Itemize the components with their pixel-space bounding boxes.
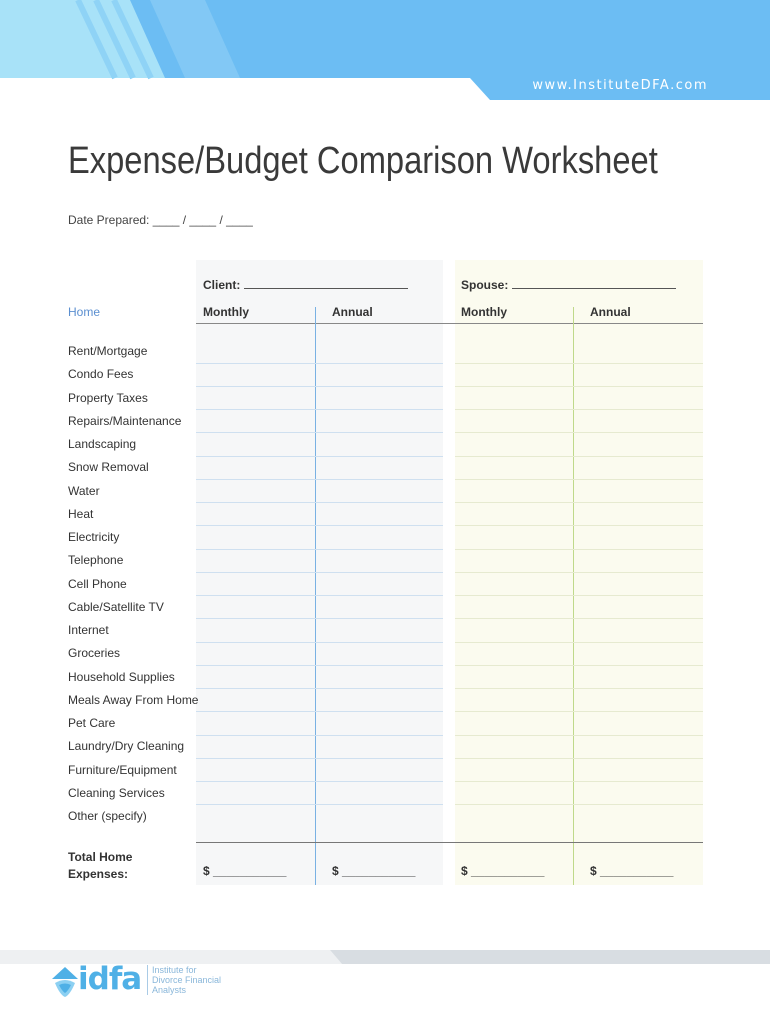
total-spouse-annual[interactable]: $ ___________ — [590, 864, 674, 878]
spouse-row-line[interactable] — [455, 642, 703, 643]
spouse-row-line[interactable] — [455, 432, 703, 433]
spouse-row-line[interactable] — [455, 595, 703, 596]
spouse-name-blank[interactable] — [512, 277, 676, 289]
site-url[interactable]: www.InstituteDFA.com — [532, 78, 708, 93]
spouse-column-divider — [573, 307, 574, 885]
client-row-line[interactable] — [196, 502, 443, 503]
expense-row-label: Snow Removal — [68, 460, 149, 475]
spouse-label: Spouse: — [461, 278, 509, 292]
client-annual-header: Annual — [332, 305, 373, 319]
client-row-line[interactable] — [196, 758, 443, 759]
header-rule — [196, 323, 703, 324]
client-row-line[interactable] — [196, 549, 443, 550]
spouse-row-line[interactable] — [455, 618, 703, 619]
logo-wordmark: idfa — [78, 961, 142, 997]
logo-tagline-line2: Divorce Financial — [152, 975, 222, 985]
expense-row-label: Pet Care — [68, 716, 116, 730]
client-row-line[interactable] — [196, 409, 443, 410]
section-label-home: Home — [68, 305, 101, 319]
spouse-row-line[interactable] — [455, 549, 703, 550]
client-row-line[interactable] — [196, 804, 443, 805]
expense-row-label: Meals Away From Home — [68, 692, 199, 707]
spouse-row-line[interactable] — [455, 758, 703, 759]
client-name-blank[interactable] — [244, 277, 408, 289]
expense-row-label: Condo Fees — [68, 367, 134, 382]
client-row-line[interactable] — [196, 618, 443, 619]
total-client-annual[interactable]: $ ___________ — [332, 864, 416, 878]
spouse-name-field[interactable] — [461, 277, 676, 292]
spouse-row-line[interactable] — [455, 804, 703, 805]
spouse-row-line[interactable] — [455, 525, 703, 526]
expense-row-label: Other (specify) — [68, 809, 147, 823]
spouse-annual-header: Annual — [590, 305, 631, 319]
total-label-line2: Expenses: — [68, 867, 129, 881]
client-row-line[interactable] — [196, 642, 443, 643]
client-row-line[interactable] — [196, 735, 443, 736]
expense-row-label: Groceries — [68, 646, 121, 661]
expense-row-label: Water — [68, 483, 100, 498]
expense-row-label: Cable/Satellite TV — [68, 599, 164, 614]
spouse-row-line[interactable] — [455, 386, 703, 387]
expense-row-label: Landscaping — [68, 437, 137, 451]
client-row-line[interactable] — [196, 688, 443, 689]
client-row-line[interactable] — [196, 595, 443, 596]
total-rule — [196, 842, 703, 843]
spouse-row-line[interactable] — [455, 502, 703, 503]
logo-tagline-line3: Analysts — [152, 985, 187, 995]
spouse-row-line[interactable] — [455, 665, 703, 666]
expense-row-label: Telephone — [68, 553, 124, 568]
expense-row-label: Rent/Mortgage — [68, 344, 148, 358]
client-row-line[interactable] — [196, 363, 443, 364]
expense-row-label: Repairs/Maintenance — [68, 413, 182, 428]
expense-row-label: Furniture/Equipment — [68, 762, 177, 777]
page-title: Expense/Budget Comparison Worksheet — [68, 140, 658, 182]
date-prepared-field: Date Prepared: ____ / ____ / ____ — [68, 213, 253, 227]
total-client-monthly[interactable]: $ ___________ — [203, 864, 287, 878]
expense-row-label: Electricity — [68, 530, 120, 544]
client-column-divider — [315, 307, 316, 885]
client-row-line[interactable] — [196, 432, 443, 433]
client-name-field[interactable] — [203, 277, 408, 292]
expense-row-label: Laundry/Dry Cleaning — [68, 739, 185, 754]
spouse-row-line[interactable] — [455, 735, 703, 736]
expense-row-label: Internet — [68, 623, 109, 637]
idfa-logo — [50, 963, 250, 1003]
logo-tagline-line1: Institute for — [152, 965, 197, 975]
total-label — [68, 849, 132, 883]
logo-tagline — [147, 965, 242, 995]
spouse-row-line[interactable] — [455, 572, 703, 573]
client-row-line[interactable] — [196, 781, 443, 782]
total-label-line1: Total Home — [68, 850, 133, 864]
client-row-line[interactable] — [196, 525, 443, 526]
client-row-line[interactable] — [196, 572, 443, 573]
client-row-line[interactable] — [196, 456, 443, 457]
spouse-monthly-header: Monthly — [461, 305, 507, 319]
logo-house-icon — [50, 965, 80, 1001]
client-row-line[interactable] — [196, 665, 443, 666]
client-label: Client: — [203, 278, 241, 292]
client-monthly-header: Monthly — [203, 305, 249, 319]
spouse-row-line[interactable] — [455, 363, 703, 364]
client-row-line[interactable] — [196, 479, 443, 480]
expense-row-label: Household Supplies — [68, 669, 175, 684]
spouse-row-line[interactable] — [455, 688, 703, 689]
total-spouse-monthly[interactable]: $ ___________ — [461, 864, 545, 878]
client-row-line[interactable] — [196, 711, 443, 712]
expense-row-label: Cell Phone — [68, 576, 127, 591]
spouse-row-line[interactable] — [455, 409, 703, 410]
expense-row-label: Property Taxes — [68, 390, 148, 405]
spouse-row-line[interactable] — [455, 711, 703, 712]
spouse-row-line[interactable] — [455, 781, 703, 782]
expense-row-label: Heat — [68, 506, 94, 521]
expense-row-label: Cleaning Services — [68, 785, 165, 800]
client-row-line[interactable] — [196, 386, 443, 387]
spouse-row-line[interactable] — [455, 479, 703, 480]
spouse-row-line[interactable] — [455, 456, 703, 457]
